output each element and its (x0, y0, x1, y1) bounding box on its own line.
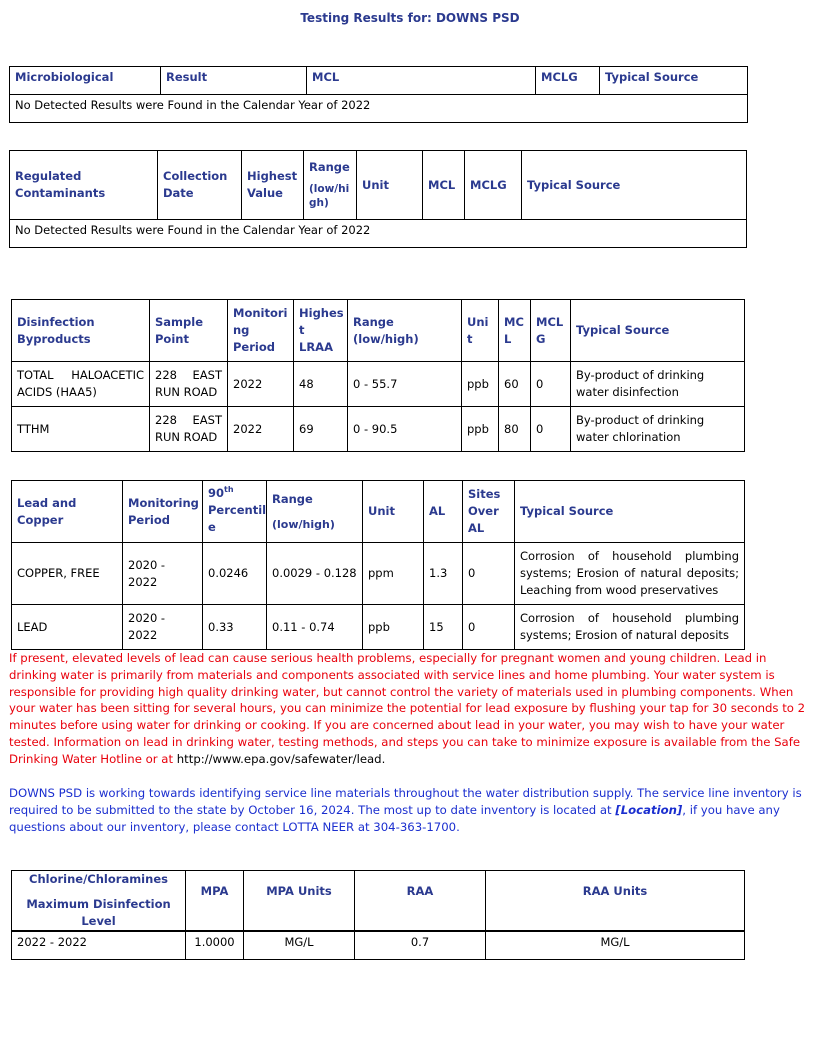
header-lead-and-copper: Lead and Copper (12, 481, 123, 543)
header-unit: Uni t (462, 300, 499, 362)
sites-over-al-value: 0 (463, 605, 515, 650)
range-label: Range (309, 159, 350, 174)
contaminant-name: COPPER, FREE (12, 543, 123, 605)
table-row (12, 407, 745, 452)
range-lowhigh-label: (low/high) (272, 517, 335, 531)
header-mcl: MCL (423, 151, 465, 220)
contaminant-name: TTHM (12, 407, 150, 452)
monitoring-period: 2020 - 2022 (123, 605, 203, 650)
mclg-value: 0 (531, 407, 571, 452)
range-value: 0 - 55.7 (348, 362, 462, 407)
page-title: Testing Results for: DOWNS PSD (300, 11, 520, 25)
mcl-value: 80 (499, 407, 531, 452)
lead-copper-table (11, 480, 745, 650)
header-chlorine-chloramines (12, 871, 186, 932)
unit-value: ppb (462, 407, 499, 452)
header-unit: Unit (357, 151, 423, 220)
monitoring-period: 2022 (228, 362, 294, 407)
table-row (12, 605, 745, 650)
table-row (12, 931, 745, 959)
header-mclg: MCL G (531, 300, 571, 362)
header-highest-lraa: Highes t LRAA (294, 300, 348, 362)
monitoring-period: 2022 (228, 407, 294, 452)
header-typical-source: Typical Source (522, 151, 747, 220)
header-mcl: MC L (499, 300, 531, 362)
header-90th-percentile (203, 481, 267, 543)
mcl-value: 60 (499, 362, 531, 407)
typical-source-value: Corrosion of household plumbing systems; Erosion of natural deposits; Leaching from wood preservatives (515, 543, 745, 605)
header-sites-over-al: Sites Over AL (463, 481, 515, 543)
typical-source-value: By-product of drinking water disinfection (571, 362, 745, 407)
header-typical-source: Typical Source (515, 481, 745, 543)
no-results-note: No Detected Results were Found in the Calendar Year of 2022 (10, 95, 748, 123)
header-regulated-contaminants: Regulated Contaminants (10, 151, 158, 220)
sample-point: 228 EAST RUN ROAD (150, 362, 228, 407)
range-value: 0 - 90.5 (348, 407, 462, 452)
lead-notice-text: If present, elevated levels of lead can cause serious health problems, especially for pregnant women and young children. Lead in drinking water is primarily from materials and components associated with service lines and home plumbing. Your water system is responsible for providing high quality drinking water, but cannot control the variety of materials used in plumbing components. When your water has been sitting for several hours, you can minimize the potential for lead exposure by flushing your tap for 30 seconds to 2 minutes before using water for drinking or cooking. If you are concerned about lead in your water, you may wish to have your water tested. Information on lead in drinking water, testing methods, and steps you can take to minimize exposure is available from the Safe Drinking Water Hotline or at (9, 651, 806, 766)
range-value: 0.0029 - 0.128 (267, 543, 363, 605)
header-range: Range (low/high) (348, 300, 462, 362)
header-range (304, 151, 357, 220)
lead-health-notice (9, 650, 815, 768)
epa-lead-link[interactable]: http://www.epa.gov/safewater/lead. (176, 751, 386, 766)
typical-source-value: By-product of drinking water chlorination (571, 407, 745, 452)
header-microbiological: Microbiological (10, 67, 161, 95)
header-raa: RAA (355, 871, 486, 932)
header-mpa-units: MPA Units (244, 871, 355, 932)
highest-lraa: 69 (294, 407, 348, 452)
raa-units-value: MG/L (486, 931, 745, 959)
header-sample-point: Sample Point (150, 300, 228, 362)
header-disinfection-byproducts: Disinfection Byproducts (12, 300, 150, 362)
contaminant-name: LEAD (12, 605, 123, 650)
mpa-units-value: MG/L (244, 931, 355, 959)
inventory-text-part1: DOWNS PSD is working towards identifying service line materials throughout the water distribution supply. The service line inventory is required to be submitted to the state by October 16, 2024. The most up to date inventory is located at (9, 786, 802, 817)
header-al: AL (424, 481, 463, 543)
header-typical-source: Typical Source (600, 67, 748, 95)
range-value: 0.11 - 0.74 (267, 605, 363, 650)
header-highest-value: Highest Value (242, 151, 304, 220)
percentile-value: 0.0246 (203, 543, 267, 605)
service-line-inventory-notice (9, 785, 809, 835)
percentile-label: Percentil e (208, 502, 267, 534)
inventory-location: [Location] (615, 802, 683, 817)
header-raa-units: RAA Units (486, 871, 745, 932)
typical-source-value: Corrosion of household plumbing systems; Erosion of natural deposits (515, 605, 745, 650)
monitoring-period: 2020 - 2022 (123, 543, 203, 605)
header-unit: Unit (363, 481, 424, 543)
mclg-value: 0 (531, 362, 571, 407)
percentile-value: 0.33 (203, 605, 267, 650)
header-mcl: MCL (307, 67, 536, 95)
header-monitoring-period: Monitori ng Period (228, 300, 294, 362)
microbiological-table (9, 66, 748, 123)
sample-point: 228 EAST RUN ROAD (150, 407, 228, 452)
unit-value: ppb (462, 362, 499, 407)
th-superscript: th (224, 485, 234, 494)
raa-value: 0.7 (355, 931, 486, 959)
al-value: 15 (424, 605, 463, 650)
al-value: 1.3 (424, 543, 463, 605)
regulated-contaminants-table (9, 150, 747, 248)
header-mclg: MCLG (465, 151, 522, 220)
disinfection-byproducts-table (11, 299, 745, 452)
header-range (267, 481, 363, 543)
header-monitoring-period: Monitoring Period (123, 481, 203, 543)
mpa-value: 1.0000 (186, 931, 244, 959)
period-value: 2022 - 2022 (12, 931, 186, 959)
unit-value: ppb (363, 605, 424, 650)
max-disinfection-level-label: Maximum Disinfection Level (26, 897, 171, 928)
header-result: Result (161, 67, 307, 95)
table-row (12, 543, 745, 605)
unit-value: ppm (363, 543, 424, 605)
range-label: Range (272, 491, 313, 506)
sites-over-al-value: 0 (463, 543, 515, 605)
table-row (12, 362, 745, 407)
contaminant-name: TOTAL HALOACETIC ACIDS (HAA5) (12, 362, 150, 407)
header-typical-source: Typical Source (571, 300, 745, 362)
chlorine-table (11, 870, 745, 960)
inventory-text-part2: , if you have any questions about our inventory, please contact LOTTA NEER at 304-363-1700. (9, 802, 780, 834)
header-mpa: MPA (186, 871, 244, 932)
ninety-label: 90 (208, 485, 225, 500)
header-collection-date: Collection Date (158, 151, 242, 220)
no-results-note: No Detected Results were Found in the Calendar Year of 2022 (10, 220, 747, 248)
header-mclg: MCLG (536, 67, 600, 95)
range-lowhigh-label: (low/hi gh) (309, 182, 350, 209)
highest-lraa: 48 (294, 362, 348, 407)
chlorine-label: Chlorine/Chloramines (29, 872, 168, 886)
